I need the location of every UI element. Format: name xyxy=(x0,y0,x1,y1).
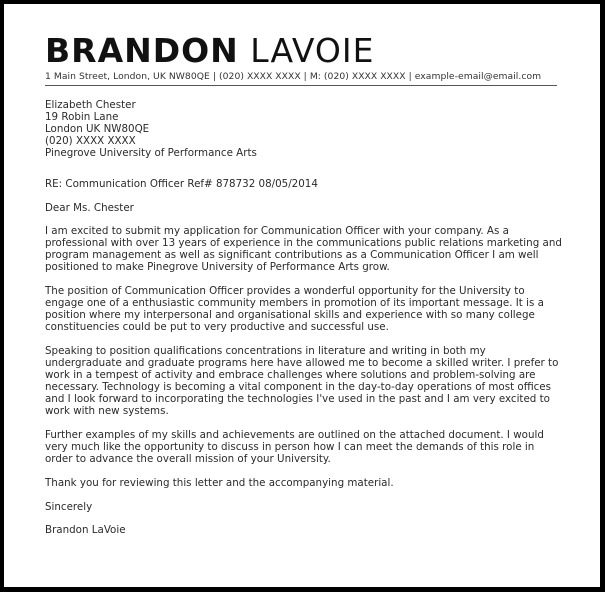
letter-signature: Brandon LaVoie xyxy=(45,524,126,536)
recipient-phone: (020) XXXX XXXX xyxy=(45,135,136,147)
sender-address: 1 Main Street, London, UK NW80QE xyxy=(45,71,210,82)
body-paragraph-4: Further examples of my skills and achievements are outlined on the attached document. I would very much like the opportunity to discuss in person how I can meet the demands of this role in order to advance the overall mission of your University. xyxy=(45,429,544,465)
letter-page xyxy=(4,4,600,587)
sender-name xyxy=(45,32,565,70)
contact-separator: | xyxy=(408,71,412,82)
letter-subject: RE: Communication Officer Ref# 878732 08/05/2014 xyxy=(45,178,318,190)
sender-phone: (020) XXXX XXXX xyxy=(219,71,301,82)
sender-mobile: M: (020) XXXX XXXX xyxy=(309,71,406,82)
body-paragraph-1: I am excited to submit my application for Communication Officer with your company. As a professional with over 13 years of experience in the communications public relations marketing and program management as well as significant contributions as a Communication Officer I am well positioned to make Pinegrove University of Performance Arts grow. xyxy=(45,225,562,273)
contact-separator: | xyxy=(303,71,307,82)
body-paragraph-2: The position of Communication Officer provides a wonderful opportunity for the University to engage one of a enthusiastic community members in promotion of its important message. It is a position where my interpersonal and organisational skills and experience with so many college constituencies could be put to very productive and successful use. xyxy=(45,285,544,333)
recipient-block xyxy=(45,99,565,159)
body-paragraph-5: Thank you for reviewing this letter and the accompanying material. xyxy=(45,477,394,489)
letter-closing: Sincerely xyxy=(45,501,93,513)
sender-contact-line xyxy=(45,70,557,86)
recipient-street: 19 Robin Lane xyxy=(45,111,119,123)
contact-separator: | xyxy=(212,71,217,82)
sender-first-name: BRANDON xyxy=(45,31,239,70)
letter-content xyxy=(45,32,565,536)
recipient-city: London UK NW80QE xyxy=(45,123,150,135)
letter-salutation: Dear Ms. Chester xyxy=(45,202,134,214)
recipient-name: Elizabeth Chester xyxy=(45,99,136,111)
letter-body xyxy=(45,225,565,489)
sender-last-name: LAVOIE xyxy=(250,31,375,70)
recipient-organization: Pinegrove University of Performance Arts xyxy=(45,147,257,159)
sender-email: example-email@email.com xyxy=(414,71,542,82)
body-paragraph-3: Speaking to position qualifications concentrations in literature and writing in both my undergraduate and graduate programs here have allowed me to become a skilled writer. I prefer to work in a tempest of activity and embrace challenges where solutions and problem-solving are necessary. Technology is becoming a vital component in the day-to-day operations of most offices and I look forward to incorporating the technologies I've used in the past and I am very excited to work with new systems. xyxy=(45,345,559,417)
